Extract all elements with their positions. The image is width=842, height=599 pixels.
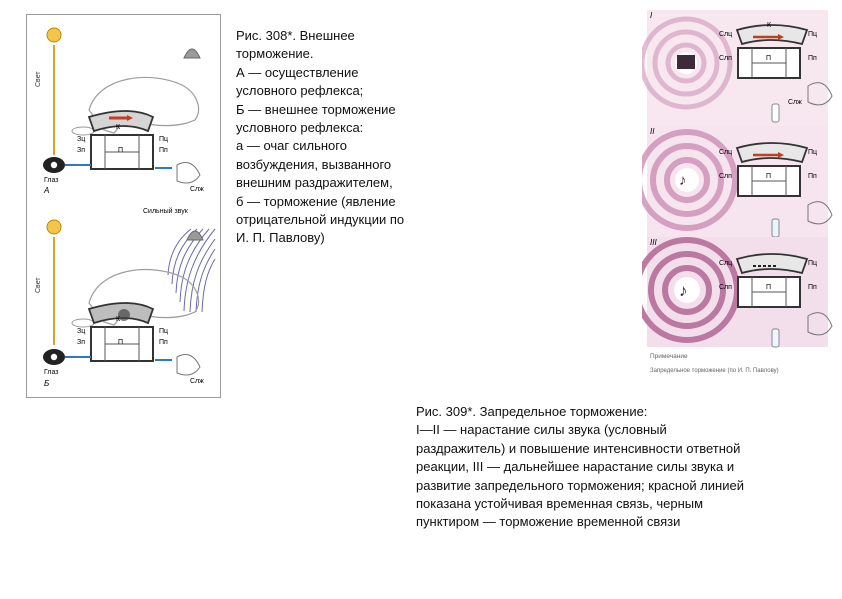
panel-label-a: А [44,186,50,195]
p-label-iii: П [766,284,772,291]
panel-label-i: I [650,11,653,20]
k-label-bottom: К [116,316,121,323]
slzh-label-bottom: Слж [190,378,204,385]
slc-label-iii: Слц [719,260,733,267]
figure-308-caption: Рис. 308*. Внешнее торможение. А — осуществление условного рефлекса; Б — внешнее торможение условного рефлекса: а — очаг сильного возбуждения, вызванного внешним раздражителем, б — торможение (явление отрицательной индукции по И. П. Павлову) [236,28,405,246]
panel-b [35,207,215,388]
pp-label-iii: Пп [808,284,817,291]
p-label-ii: П [766,173,772,180]
p-label-i: П [766,55,772,62]
zp-label-bottom: Зп [77,339,86,346]
panel-ii [642,126,832,237]
sound-waves [168,229,215,312]
pc-label-top: Пц [159,136,169,143]
p-label-top: П [118,147,124,154]
bell-icon [184,49,200,58]
zn-label-bottom: Зц [77,328,86,335]
slzh-label-i: Слж [788,99,802,106]
music-note-icon-iii: ♪ [679,281,688,300]
slp-label-iii: Слп [719,284,732,291]
bowl-icon-bottom [72,319,94,327]
light-bulb-icon [47,28,61,42]
k-label-top: К [116,124,121,131]
slp-label-ii: Слп [719,173,732,180]
light-label-top: Свет [35,71,42,87]
light-bulb-icon-bottom [47,220,61,234]
bowl-icon-top [72,127,94,135]
panel-a [35,28,204,195]
zn-label-top: Зц [77,136,86,143]
pp-label-i: Пп [808,55,817,62]
panel-i [642,10,832,126]
figure-309-image [642,0,837,392]
p-label-bottom: П [118,339,124,346]
panel-label-iii: III [650,238,657,247]
panel-iii [642,237,832,347]
pp-label-top: Пп [159,147,168,154]
figure-309-caption: Рис. 309*. Запредельное торможение: I—II — нарастание силы звука (условный раздражитель) и повышение интенсивности ответной реакции, III — дальнейшее нарастание силы звука и развитие запредельного торможения; красной линией показана устойчивая временная связь, черным пунктиром — торможение временной связи [416,404,744,530]
slc-label-i: Слц [719,31,733,38]
eye-label-bottom: Глаз [44,369,59,376]
gland-icon-bottom [177,355,200,375]
figure-308-image [26,14,221,398]
slp-label-i: Слп [719,55,732,62]
zp-label-top: Зп [77,147,86,154]
music-note-icon-ii: ♪ [679,172,687,189]
panel-label-ii: II [650,127,655,136]
pc-label-i: Пц [808,31,818,38]
footer-label: Примечание [650,353,688,360]
panel-label-b: Б [44,379,50,388]
pp-label-bottom: Пп [159,339,168,346]
light-label-bottom: Свет [35,277,42,293]
slc-label-ii: Слц [719,149,733,156]
footer-note: Запредельное торможение (по И. П. Павлову) [650,368,779,374]
k-label-i: К [767,22,772,29]
pc-label-bottom: Пц [159,328,169,335]
strong-sound-label: Сильный звук [143,208,188,215]
slzh-label-top: Слж [190,186,204,193]
pc-label-iii: Пц [808,260,818,267]
pc-label-ii: Пц [808,149,818,156]
gland-icon-top [177,163,200,183]
pp-label-ii: Пп [808,173,817,180]
eye-label-top: Глаз [44,177,59,184]
